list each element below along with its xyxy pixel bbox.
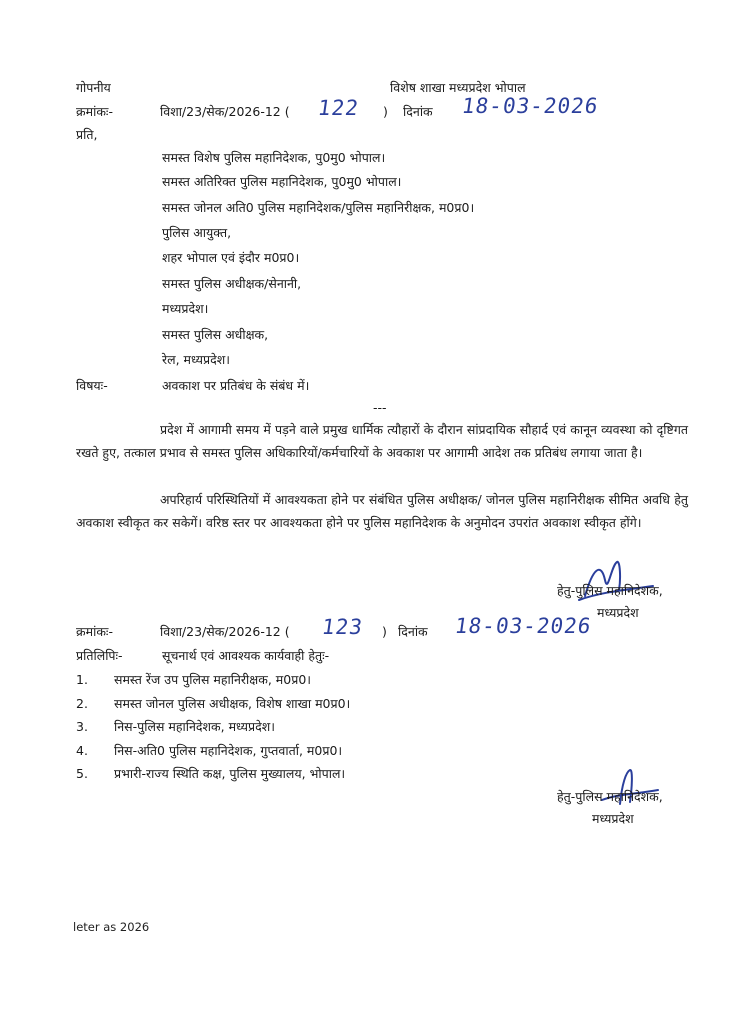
signature-2-state: मध्यप्रदेश: [592, 811, 634, 826]
date-handwritten: 18-03-2026: [460, 94, 601, 118]
recipient-line: समस्त जोनल अति0 पुलिस महानिदेशक/पुलिस महानिरीक्षक, म0प्र0।: [162, 200, 475, 215]
copy-item-number: 5.: [76, 766, 88, 781]
ref-handwritten-number: 122: [316, 96, 361, 120]
copy-item-number: 1.: [76, 672, 88, 687]
confidential-label: गोपनीय: [76, 80, 111, 95]
office-name: विशेष शाखा मध्यप्रदेश भोपाल: [390, 80, 526, 95]
recipient-line: मध्यप्रदेश।: [162, 301, 209, 316]
ref-close-paren: ): [383, 104, 388, 119]
copy-purpose: सूचनार्थ एवं आवश्यक कार्यवाही हेतुः-: [162, 648, 330, 663]
copy-item-text: निस-अति0 पुलिस महानिदेशक, गुप्तवार्ता, म0प्र0।: [114, 743, 343, 758]
footer-note: leter as 2026: [73, 920, 150, 934]
copy-ref-close-paren: ): [382, 624, 387, 639]
recipient-line: पुलिस आयुक्त,: [162, 225, 232, 240]
subject-label: विषयः-: [76, 378, 108, 393]
recipient-line: रेल, मध्यप्रदेश।: [162, 352, 230, 367]
copy-ref-number: विशा/23/सेक/2026-12 (: [160, 624, 290, 639]
copy-label: प्रतिलिपिः-: [76, 648, 123, 663]
separator: ---: [373, 400, 387, 415]
copy-item-text: निस-पुलिस महानिदेशक, मध्यप्रदेश।: [114, 719, 275, 734]
subject-text: अवकाश पर प्रतिबंध के संबंध में।: [162, 378, 310, 393]
copy-item-number: 4.: [76, 743, 88, 758]
copy-item-text: प्रभारी-राज्य स्थिति कक्ष, पुलिस मुख्यालय, भोपाल।: [114, 766, 346, 781]
recipient-line: शहर भोपाल एवं इंदौर म0प्र0।: [162, 250, 300, 265]
recipient-line: समस्त अतिरिक्त पुलिस महानिदेशक, पु0मु0 भोपाल।: [162, 174, 402, 189]
copy-ref-handwritten-number: 123: [320, 615, 365, 639]
copy-date-handwritten: 18-03-2026: [453, 614, 594, 638]
signature-1-state: मध्यप्रदेश: [597, 605, 639, 620]
copy-item-text: समस्त रेंज उप पुलिस महानिरीक्षक, म0प्र0।: [114, 672, 312, 687]
ref-number: विशा/23/सेक/2026-12 (: [160, 104, 290, 119]
ref-label: क्रमांकः-: [76, 104, 113, 119]
recipient-line: समस्त पुलिस अधीक्षक,: [162, 327, 269, 342]
recipient-line: समस्त विशेष पुलिस महानिदेशक, पु0मु0 भोपाल।: [162, 150, 386, 165]
copy-item-number: 3.: [76, 719, 88, 734]
recipient-line: समस्त पुलिस अधीक्षक/सेनानी,: [162, 276, 302, 291]
date-label: दिनांक: [403, 104, 433, 119]
signature-2-title: हेतु-पुलिस महानिदेशक,: [557, 789, 663, 804]
body-paragraph-2: अपरिहार्य परिस्थितियों में आवश्यकता होने पर संबंधित पुलिस अधीक्षक/ जोनल पुलिस महानिरीक्षक सीमित अवधि हेतु अवकाश स्वीकृत कर सकेगें। वरिष्ठ स्तर पर आवश्यकता होने पर पुलिस महानिदेशक के अनुमोदन उपरांत अवकाश स्वीकृत होंगे।: [76, 492, 688, 530]
body-paragraph-1: प्रदेश में आगामी समय में पड़ने वाले प्रमुख धार्मिक त्यौहारों के दौरान सांप्रदायिक सौहार्द एवं कानून व्यवस्था को दृष्टिगत रखते हुए, तत्काल प्रभाव से समस्त पुलिस अधिकारियों/कर्मचारियों के अवकाश पर आगामी आदेश तक प्रतिबंध लगाया जाता है।: [76, 422, 688, 460]
copy-item-text: समस्त जोनल पुलिस अधीक्षक, विशेष शाखा म0प्र0।: [114, 696, 351, 711]
signature-1-title: हेतु-पुलिस महानिदेशक,: [557, 583, 663, 598]
copy-item-number: 2.: [76, 696, 88, 711]
copy-date-label: दिनांक: [398, 624, 428, 639]
copy-ref-label: क्रमांकः-: [76, 624, 113, 639]
to-label: प्रति,: [76, 127, 98, 142]
